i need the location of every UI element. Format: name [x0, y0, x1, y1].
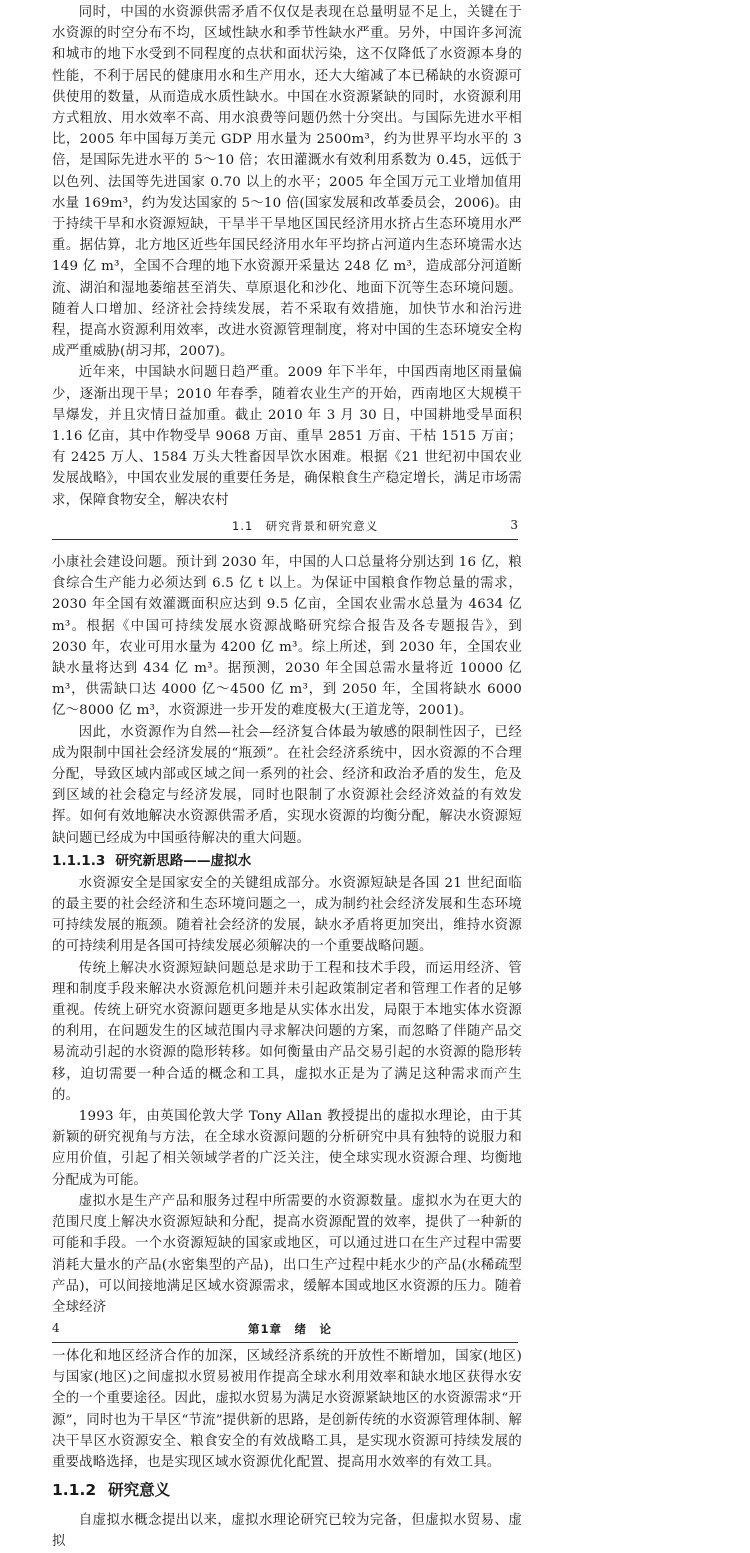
section-number: 1.1.2	[52, 1481, 97, 1500]
page-c-body	[52, 1346, 522, 1553]
paragraph: 因此，水资源作为自然—社会—经济复合体最为敏感的限制性因子，已经成为限制中国社会经济发展的“瓶颈”。在社会经济系统中，因水资源的不合理分配，导致区域内部或区域之间一系列的社会、经济和政治矛盾的发生，危及到区域的社会稳定与经济发展，同时也限制了水资源社会经济效益的有效发挥。如何有效地解决水资源供需矛盾，实现水资源的均衡分配，解决水资源短缺问题已经成为中国亟待解决的重大问题。	[52, 724, 522, 846]
subsection-number: 1.1.1.3	[52, 852, 106, 869]
page-fragment-b	[0, 515, 750, 1315]
page-fragment-c	[0, 1318, 750, 1550]
paragraph: 同时，中国的水资源供需矛盾不仅仅是表现在总量明显不足上，关键在于水资源的时空分布不均，区域性缺水和季节性缺水严重。另外，中国许多河流和城市的地下水受到不同程度的点状和面状污染，这不仅降低了水资源本身的性能，不利于居民的健康用水和生产用水，还大大缩减了本已稀缺的水资源可供使用的数量，从而造成水质性缺水。中国在水资源紧缺的同时，水资源利用方式粗放、用水效率不高、用水浪费等问题仍然十分突出。与国际先进水平相比，2005 年中国每万美元 GDP 用水量为 2500m³，约为世界平均水平的 3 倍，是国际先进水平的 5～10 倍；农田灌溉水有效利用系数为 0.45，远低于以色列、法国等先进国家 0.70 以上的水平；2005 年全国万元工业增加值用水量 169m³，约为发达国家的 5～10 倍(国家发展和改革委员会，2006)。由于持续干旱和水资源短缺，干旱半干旱地区国民经济用水挤占生态环境用水严重。据估算，北方地区近些年国民经济用水年平均挤占河道内生态环境需水达 149 亿 m³，全国不合理的地下水资源开采量达 248 亿 m³，造成部分河道断流、湖泊和湿地萎缩甚至消失、草原退化和沙化、地面下沉等生态环境问题。随着人口增加、经济社会持续发展，若不采取有效措施，加快节水和治污进程，提高水资源利用效率，改进水资源管理制度，将对中国的生态环境安全构成严重威胁(胡习邦，2007)。	[52, 5, 522, 360]
running-header-title: 第1章 绪 论	[248, 1322, 333, 1336]
paragraph: 近年来，中国缺水问题日趋严重。2009 年下半年，中国西南地区雨量偏少，逐渐出现干旱；2010 年春季，随着农业生产的开始，西南地区大规模干旱爆发，并且灾情日益加重。截止 2010 年 3 月 30 日，中国耕地受旱面积 1.16 亿亩，其中作物受旱 9068 万亩、重旱 2851 万亩、干枯 1515 万亩；有 2425 万人、1584 万头大牲畜因旱饮水困难。根据《21 世纪初中国农业发展战略》，中国农业发展的重要任务是，确保粮食生产稳定增长，满足市场需求，保障食物安全，解决农村	[52, 365, 522, 508]
paragraph: 虚拟水是生产产品和服务过程中所需要的水资源数量。虚拟水为在更大的范围尺度上解决水资源短缺和分配，提高水资源配置的效率，提供了一种新的可能和手段。一个水资源短缺的国家或地区，可以通过进口在生产过程中需要消耗大量水的产品(水密集型的产品)，出口生产过程中耗水少的产品(水稀疏型产品)，可以间接地满足区域水资源需求，缓解本国或地区水资源的压力。随着全球经济	[52, 1193, 522, 1315]
running-header	[52, 515, 518, 540]
subsection-heading	[52, 851, 522, 872]
running-header-title: 1.1 研究背景和研究意义	[232, 519, 379, 533]
section-title: 研究意义	[108, 1481, 171, 1500]
paragraph: 一体化和地区经济合作的加深，区域经济系统的开放性不断增加，国家(地区)与国家(地区)之间虚拟水贸易被用作提高全球水利用效率和缺水地区获得水安全的一个重要途径。因此，虚拟水贸易为满足水资源紧缺地区的水资源需求“开源”，同时也为干旱区“节流”提供新的思路，是创新传统的水资源管理体制、解决干旱区水资源安全、粮食安全的有效战略工具，是实现水资源可持续发展的重要战略选择，也是实现区域水资源优化配置、提高用水效率的有效工具。	[52, 1349, 522, 1471]
page-b-body	[52, 552, 522, 1318]
page-fragment-a	[0, 0, 750, 508]
running-header	[52, 1318, 518, 1343]
paragraph: 水资源安全是国家安全的关键组成部分。水资源短缺是各国 21 世纪面临的最主要的社会经济和生态环境问题之一，成为制约社会经济发展和生态环境可持续发展的瓶颈。随着社会经济的发展，缺水矛盾将更加突出，维持水资源的可持续利用是各国可持续发展必须解决的一个重要战略问题。	[52, 875, 522, 955]
paragraph: 自虚拟水概念提出以来，虚拟水理论研究已较为完备，但虚拟水贸易、虚拟	[52, 1513, 522, 1550]
section-heading	[52, 1478, 522, 1502]
paragraph: 小康社会建设问题。预计到 2030 年，中国的人口总量将分别达到 16 亿，粮食综合生产能力必须达到 6.5 亿 t 以上。为保证中国粮食作物总量的需求，2030 年全国有效灌溉面积应达到 9.5 亿亩，全国农业需水总量为 4634 亿 m³。根据《中国可持续发展水资源战略研究综合报告及各专题报告》，到 2030 年，农业可用水量为 4200 亿 m³。综上所述，到 2030 年，全国农业缺水量将达到 434 亿 m³。据预测，2030 年全国总需水量将近 10000 亿 m³，供需缺口达 4000 亿～4500 亿 m³，到 2050 年，全国将缺水 6000 亿～8000 亿 m³，水资源进一步开发的难度极大(王道龙等，2001)。	[52, 555, 522, 719]
paragraph: 传统上解决水资源短缺问题总是求助于工程和技术手段，而运用经济、管理和制度手段来解决水资源危机问题并未引起政策制定者和管理工作者的足够重视。传统上研究水资源问题更多地是从实体水出发，局限于本地实体水资源的利用，在问题发生的区域范围内寻求解决问题的方案，而忽略了伴随产品交易流动引起的水资源的隐形转移。如何衡量由产品交易引起的水资源的隐形转移，迫切需要一种合适的概念和工具，虚拟水正是为了满足这种需求而产生的。	[52, 960, 522, 1103]
paragraph: 1993 年，由英国伦敦大学 Tony Allan 教授提出的虚拟水理论，由于其新颖的研究视角与方法，在全球水资源问题的分析研究中具有独特的说服力和应用价值，引起了相关领域学者的广泛关注，使全球实现水资源合理、均衡地分配成为可能。	[52, 1109, 522, 1188]
page-a-body	[52, 2, 522, 511]
page-number: 4	[52, 1321, 60, 1335]
subsection-title: 研究新思路——虚拟水	[115, 852, 252, 869]
page-number: 3	[510, 518, 518, 532]
